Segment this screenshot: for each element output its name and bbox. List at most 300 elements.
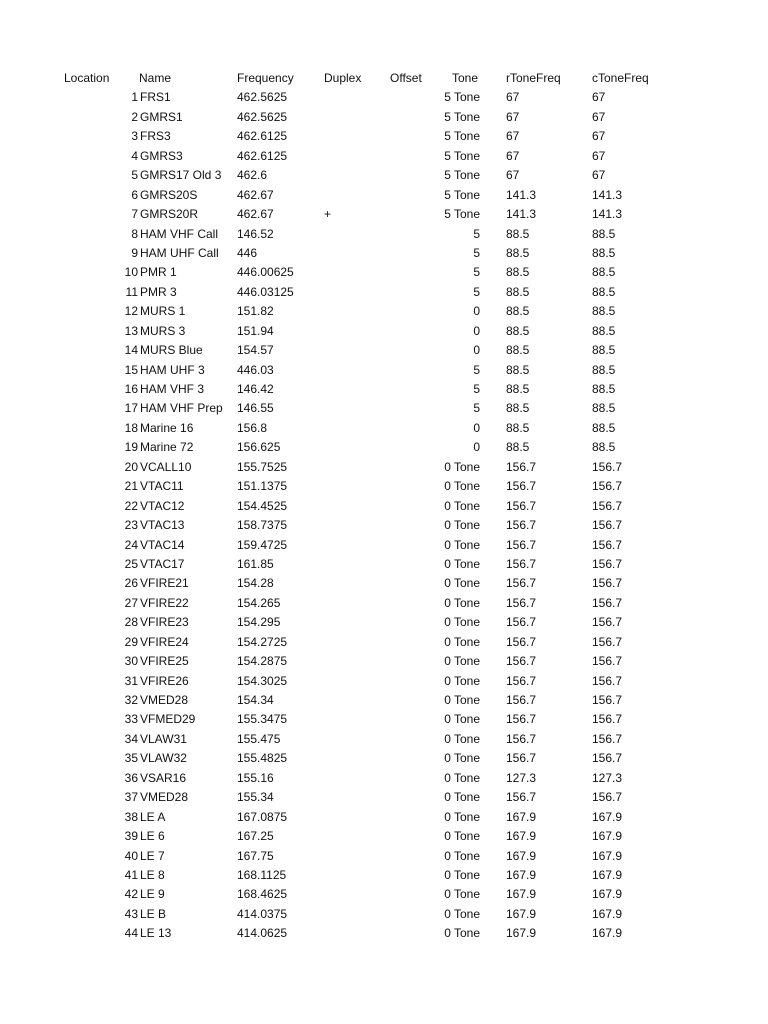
ctonefreq-cell: 67 — [592, 168, 606, 183]
tone-cell: 0 Tone — [444, 673, 480, 688]
ctonefreq-cell: 88.5 — [592, 284, 616, 299]
tone-cell: 0 Tone — [444, 595, 480, 610]
location-cell: 11 — [125, 284, 138, 299]
tone-cell: 0 Tone — [444, 731, 480, 746]
ctonefreq-cell: 156.7 — [592, 518, 623, 533]
tone-cell: 0 Tone — [444, 848, 480, 863]
rtonefreq-cell: 156.7 — [506, 556, 537, 571]
tone-cell: 5 — [473, 284, 480, 299]
tone-cell: 0 — [473, 440, 480, 455]
rtonefreq-cell: 156.7 — [506, 790, 537, 805]
table-row — [0, 283, 768, 302]
table-row — [0, 924, 768, 943]
frequency-cell: 161.85 — [237, 556, 274, 571]
frequency-cell: 462.6125 — [237, 148, 288, 163]
ctonefreq-cell: 156.7 — [592, 751, 623, 766]
frequency-cell: 155.16 — [237, 770, 274, 785]
table-row — [0, 905, 768, 924]
tone-cell: 0 Tone — [444, 867, 480, 882]
rtonefreq-cell: 88.5 — [506, 382, 530, 396]
tone-cell: 0 Tone — [444, 556, 480, 571]
name-cell: VFIRE22 — [140, 595, 189, 610]
location-cell: 5 — [131, 168, 138, 183]
frequency-cell: 446.00625 — [237, 265, 294, 280]
name-cell: LE 9 — [140, 887, 165, 902]
tone-cell: 0 Tone — [444, 498, 480, 513]
location-cell: 15 — [124, 362, 138, 377]
rtonefreq-cell: 67 — [506, 109, 520, 124]
header-ctonefreq: cToneFreq — [592, 71, 649, 85]
ctonefreq-cell: 167.9 — [592, 926, 623, 941]
table-row — [0, 244, 768, 263]
table-body — [0, 88, 768, 943]
rtonefreq-cell: 88.5 — [506, 343, 530, 358]
tone-cell: 0 Tone — [444, 712, 480, 727]
header-tone: Tone — [452, 71, 479, 85]
rtonefreq-cell: 156.7 — [506, 537, 537, 552]
tone-cell: 0 — [473, 420, 480, 435]
rtonefreq-cell: 141.3 — [506, 207, 537, 222]
ctonefreq-cell: 127.3 — [592, 770, 623, 785]
ctonefreq-cell: 88.5 — [592, 420, 616, 435]
table-row — [0, 769, 768, 788]
table-row — [0, 574, 768, 593]
table-row — [0, 808, 768, 827]
tone-cell: 5 — [473, 245, 480, 260]
table-row — [0, 672, 768, 691]
name-cell: LE A — [140, 809, 166, 824]
name-cell: MURS Blue — [140, 343, 203, 358]
location-cell: 37 — [124, 790, 138, 805]
location-cell: 16 — [124, 382, 138, 396]
rtonefreq-cell: 141.3 — [506, 187, 537, 202]
rtonefreq-cell: 156.7 — [506, 654, 537, 669]
name-cell: VFIRE26 — [140, 673, 189, 688]
location-cell: 40 — [124, 848, 138, 863]
ctonefreq-cell: 67 — [592, 148, 606, 163]
ctonefreq-cell: 88.5 — [592, 226, 616, 241]
table-row — [0, 710, 768, 729]
tone-cell: 0 Tone — [444, 576, 480, 591]
ctonefreq-cell: 67 — [592, 109, 606, 124]
rtonefreq-cell: 156.7 — [506, 615, 537, 630]
ctonefreq-cell: 167.9 — [592, 906, 623, 921]
location-cell: 32 — [124, 693, 138, 707]
rtonefreq-cell: 88.5 — [506, 362, 530, 377]
name-cell: VLAW31 — [140, 731, 187, 746]
ctonefreq-cell: 167.9 — [592, 809, 623, 824]
table-row — [0, 341, 768, 360]
table-row — [0, 691, 768, 710]
tone-cell: 0 Tone — [444, 634, 480, 649]
tone-cell: 5 Tone — [444, 148, 480, 163]
location-cell: 30 — [124, 654, 138, 669]
frequency-cell: 462.67 — [237, 187, 274, 202]
table-row — [0, 419, 768, 438]
table-row — [0, 633, 768, 652]
ctonefreq-cell: 156.7 — [592, 673, 623, 688]
frequency-cell: 446.03 — [237, 362, 274, 377]
rtonefreq-cell: 127.3 — [506, 770, 537, 785]
tone-cell: 0 Tone — [444, 479, 480, 494]
name-cell: GMRS20S — [140, 187, 198, 202]
ctonefreq-cell: 156.7 — [592, 790, 623, 805]
location-cell: 41 — [124, 867, 138, 882]
frequency-cell: 146.42 — [237, 382, 274, 396]
table-row — [0, 749, 768, 768]
name-cell: MURS 1 — [140, 304, 186, 319]
table-row — [0, 730, 768, 749]
tone-cell: 0 Tone — [444, 693, 480, 707]
name-cell: Marine 72 — [140, 440, 194, 455]
name-cell: VTAC14 — [140, 537, 185, 552]
table-row — [0, 166, 768, 185]
name-cell: HAM UHF 3 — [140, 362, 205, 377]
tone-cell: 0 Tone — [444, 906, 480, 921]
rtonefreq-cell: 156.7 — [506, 634, 537, 649]
name-cell: VLAW32 — [140, 751, 187, 766]
rtonefreq-cell: 167.9 — [506, 809, 537, 824]
name-cell: VFMED29 — [140, 712, 196, 727]
location-cell: 19 — [124, 440, 138, 455]
name-cell: LE 13 — [140, 926, 172, 941]
rtonefreq-cell: 156.7 — [506, 673, 537, 688]
table-row — [0, 788, 768, 807]
rtonefreq-cell: 67 — [506, 129, 520, 144]
name-cell: FRS3 — [140, 129, 171, 144]
ctonefreq-cell: 156.7 — [592, 537, 623, 552]
rtonefreq-cell: 88.5 — [506, 245, 530, 260]
header-location: Location — [64, 71, 110, 85]
location-cell: 12 — [124, 304, 138, 319]
rtonefreq-cell: 156.7 — [506, 712, 537, 727]
name-cell: LE 8 — [140, 867, 165, 882]
frequency-cell: 154.2875 — [237, 654, 288, 669]
name-cell: HAM UHF Call — [140, 245, 219, 260]
name-cell: VCALL10 — [140, 459, 192, 474]
location-cell: 3 — [131, 129, 138, 144]
ctonefreq-cell: 88.5 — [592, 440, 616, 455]
name-cell: VFIRE24 — [140, 634, 189, 649]
ctonefreq-cell: 141.3 — [592, 207, 623, 222]
table-row — [0, 380, 768, 399]
tone-cell: 0 — [473, 323, 480, 338]
location-cell: 27 — [124, 595, 138, 610]
frequency-cell: 154.265 — [237, 595, 281, 610]
header-frequency: Frequency — [237, 71, 294, 85]
ctonefreq-cell: 156.7 — [592, 634, 623, 649]
location-cell: 17 — [124, 401, 138, 416]
frequency-cell: 154.295 — [237, 615, 281, 630]
frequency-cell: 446.03125 — [237, 284, 294, 299]
tone-cell: 0 Tone — [444, 751, 480, 766]
frequency-cell: 151.82 — [237, 304, 274, 319]
tone-cell: 0 Tone — [444, 459, 480, 474]
location-cell: 1 — [131, 90, 138, 105]
table-row — [0, 866, 768, 885]
tone-cell: 0 Tone — [444, 770, 480, 785]
frequency-cell: 159.4725 — [237, 537, 288, 552]
tone-cell: 5 Tone — [444, 187, 480, 202]
rtonefreq-cell: 88.5 — [506, 226, 530, 241]
name-cell: VTAC11 — [140, 479, 184, 494]
rtonefreq-cell: 88.5 — [506, 304, 530, 319]
rtonefreq-cell: 88.5 — [506, 284, 530, 299]
tone-cell: 5 Tone — [444, 207, 480, 222]
tone-cell: 0 — [473, 343, 480, 358]
rtonefreq-cell: 156.7 — [506, 751, 537, 766]
tone-cell: 0 Tone — [444, 809, 480, 824]
ctonefreq-cell: 156.7 — [592, 556, 623, 571]
name-cell: GMRS1 — [140, 109, 183, 124]
location-cell: 39 — [124, 829, 138, 844]
name-cell: LE B — [140, 906, 167, 921]
frequency-cell: 151.1375 — [237, 479, 288, 494]
rtonefreq-cell: 167.9 — [506, 867, 537, 882]
table-row — [0, 652, 768, 671]
rtonefreq-cell: 167.9 — [506, 906, 537, 921]
frequency-cell: 155.7525 — [237, 459, 288, 474]
frequency-cell: 167.75 — [237, 848, 274, 863]
table-row — [0, 225, 768, 244]
name-cell: VFIRE25 — [140, 654, 189, 669]
location-cell: 33 — [124, 712, 138, 727]
rtonefreq-cell: 67 — [506, 168, 520, 183]
tone-cell: 5 — [473, 382, 480, 396]
ctonefreq-cell: 88.5 — [592, 265, 616, 280]
name-cell: VTAC17 — [140, 556, 185, 571]
rtonefreq-cell: 156.7 — [506, 459, 537, 474]
location-cell: 4 — [131, 148, 138, 163]
name-cell: LE 6 — [140, 829, 165, 844]
frequency-cell: 462.6125 — [237, 129, 288, 144]
table-row — [0, 127, 768, 146]
table-row — [0, 186, 768, 205]
tone-cell: 0 Tone — [444, 615, 480, 630]
rtonefreq-cell: 167.9 — [506, 848, 537, 863]
frequency-cell: 146.55 — [237, 401, 274, 416]
location-cell: 8 — [131, 226, 138, 241]
frequency-cell: 154.28 — [237, 576, 274, 591]
location-cell: 2 — [131, 109, 138, 124]
ctonefreq-cell: 88.5 — [592, 362, 616, 377]
location-cell: 26 — [124, 576, 138, 591]
tone-cell: 5 — [473, 362, 480, 377]
table-row — [0, 555, 768, 574]
name-cell: VTAC13 — [140, 518, 185, 533]
frequency-cell: 446 — [237, 245, 258, 260]
channel-table — [0, 69, 768, 944]
frequency-cell: 156.8 — [237, 420, 268, 435]
rtonefreq-cell: 88.5 — [506, 401, 530, 416]
name-cell: LE 7 — [140, 848, 165, 863]
name-cell: HAM VHF 3 — [140, 382, 205, 396]
name-cell: HAM VHF Prep — [140, 401, 223, 416]
frequency-cell: 462.5625 — [237, 90, 288, 105]
rtonefreq-cell: 156.7 — [506, 576, 537, 591]
header-offset: Offset — [390, 71, 422, 85]
location-cell: 31 — [124, 673, 138, 688]
ctonefreq-cell: 156.7 — [592, 731, 623, 746]
tone-cell: 0 Tone — [444, 790, 480, 805]
frequency-cell: 462.6 — [237, 168, 268, 183]
location-cell: 25 — [124, 556, 138, 571]
rtonefreq-cell: 88.5 — [506, 420, 530, 435]
table-row — [0, 613, 768, 632]
frequency-cell: 155.34 — [237, 790, 274, 805]
location-cell: 7 — [131, 207, 138, 222]
ctonefreq-cell: 88.5 — [592, 343, 616, 358]
rtonefreq-cell: 167.9 — [506, 926, 537, 941]
tone-cell: 0 Tone — [444, 654, 480, 669]
table-row — [0, 88, 768, 107]
table-row — [0, 458, 768, 477]
name-cell: GMRS20R — [140, 207, 199, 222]
frequency-cell: 462.5625 — [237, 109, 288, 124]
table-row — [0, 399, 768, 418]
tone-cell: 5 Tone — [444, 90, 480, 105]
location-cell: 44 — [124, 926, 138, 941]
name-cell: VMED28 — [140, 693, 189, 707]
location-cell: 43 — [124, 906, 138, 921]
rtonefreq-cell: 67 — [506, 148, 520, 163]
location-cell: 13 — [124, 323, 138, 338]
frequency-cell: 167.0875 — [237, 809, 288, 824]
frequency-cell: 462.67 — [237, 207, 274, 222]
frequency-cell: 155.475 — [237, 731, 281, 746]
frequency-cell: 155.4825 — [237, 751, 288, 766]
tone-cell: 0 Tone — [444, 829, 480, 844]
ctonefreq-cell: 67 — [592, 90, 606, 105]
rtonefreq-cell: 167.9 — [506, 887, 537, 902]
location-cell: 20 — [124, 459, 138, 474]
frequency-cell: 168.4625 — [237, 887, 288, 902]
name-cell: FRS1 — [140, 90, 171, 105]
table-row — [0, 361, 768, 380]
frequency-cell: 154.34 — [237, 693, 274, 707]
name-cell: VSAR16 — [140, 770, 187, 785]
location-cell: 38 — [124, 809, 138, 824]
location-cell: 14 — [124, 343, 138, 358]
tone-cell: 5 — [473, 226, 480, 241]
table-row — [0, 827, 768, 846]
name-cell: VFIRE21 — [140, 576, 189, 591]
frequency-cell: 151.94 — [237, 323, 274, 338]
name-cell: GMRS3 — [140, 148, 183, 163]
ctonefreq-cell: 156.7 — [592, 654, 623, 669]
rtonefreq-cell: 156.7 — [506, 518, 537, 533]
location-cell: 34 — [124, 731, 138, 746]
location-cell: 18 — [124, 420, 138, 435]
location-cell: 28 — [124, 615, 138, 630]
tone-cell: 0 Tone — [444, 518, 480, 533]
name-cell: GMRS17 Old 3 — [140, 168, 222, 183]
ctonefreq-cell: 156.7 — [592, 615, 623, 630]
table-row — [0, 885, 768, 904]
ctonefreq-cell: 88.5 — [592, 245, 616, 260]
rtonefreq-cell: 167.9 — [506, 829, 537, 844]
table-row — [0, 497, 768, 516]
ctonefreq-cell: 156.7 — [592, 712, 623, 727]
header-duplex: Duplex — [324, 71, 362, 85]
ctonefreq-cell: 167.9 — [592, 829, 623, 844]
table-row — [0, 147, 768, 166]
ctonefreq-cell: 156.7 — [592, 479, 623, 494]
tone-cell: 5 Tone — [444, 129, 480, 144]
table-header-row — [0, 69, 768, 88]
rtonefreq-cell: 88.5 — [506, 265, 530, 280]
name-cell: HAM VHF Call — [140, 226, 219, 241]
header-name: Name — [139, 71, 172, 85]
table-row — [0, 205, 768, 224]
location-cell: 35 — [124, 751, 138, 766]
name-cell: PMR 3 — [140, 284, 177, 299]
location-cell: 42 — [124, 887, 138, 902]
tone-cell: 0 Tone — [444, 887, 480, 902]
rtonefreq-cell: 156.7 — [506, 595, 537, 610]
name-cell: VMED28 — [140, 790, 189, 805]
location-cell: 22 — [124, 498, 138, 513]
table-row — [0, 594, 768, 613]
tone-cell: 0 — [473, 304, 480, 319]
ctonefreq-cell: 156.7 — [592, 576, 623, 591]
tone-cell: 5 Tone — [444, 109, 480, 124]
name-cell: VTAC12 — [140, 498, 185, 513]
table-row — [0, 516, 768, 535]
rtonefreq-cell: 156.7 — [506, 479, 537, 494]
location-cell: 36 — [124, 770, 138, 785]
rtonefreq-cell: 88.5 — [506, 440, 530, 455]
location-cell: 24 — [124, 537, 138, 552]
ctonefreq-cell: 167.9 — [592, 867, 623, 882]
frequency-cell: 154.3025 — [237, 673, 288, 688]
table-row — [0, 302, 768, 321]
location-cell: 10 — [124, 265, 138, 280]
duplex-cell: + — [324, 207, 332, 222]
table-row — [0, 322, 768, 341]
ctonefreq-cell: 88.5 — [592, 304, 616, 319]
frequency-cell: 414.0625 — [237, 926, 288, 941]
table-row — [0, 108, 768, 127]
frequency-cell: 414.0375 — [237, 906, 288, 921]
tone-cell: 5 — [473, 265, 480, 280]
name-cell: MURS 3 — [140, 323, 186, 338]
name-cell: VFIRE23 — [140, 615, 189, 630]
rtonefreq-cell: 156.7 — [506, 693, 537, 707]
frequency-cell: 146.52 — [237, 226, 274, 241]
location-cell: 23 — [124, 518, 138, 533]
ctonefreq-cell: 156.7 — [592, 498, 623, 513]
location-cell: 9 — [131, 245, 138, 260]
rtonefreq-cell: 67 — [506, 90, 520, 105]
header-rtonefreq: rToneFreq — [506, 71, 561, 85]
frequency-cell: 155.3475 — [237, 712, 288, 727]
ctonefreq-cell: 88.5 — [592, 323, 616, 338]
tone-cell: 0 Tone — [444, 926, 480, 941]
table-row — [0, 536, 768, 555]
table-row — [0, 847, 768, 866]
name-cell: PMR 1 — [140, 265, 177, 280]
frequency-cell: 158.7375 — [237, 518, 288, 533]
frequency-cell: 167.25 — [237, 829, 274, 844]
ctonefreq-cell: 156.7 — [592, 693, 623, 707]
frequency-cell: 154.4525 — [237, 498, 288, 513]
ctonefreq-cell: 67 — [592, 129, 606, 144]
ctonefreq-cell: 156.7 — [592, 459, 623, 474]
rtonefreq-cell: 156.7 — [506, 731, 537, 746]
tone-cell: 5 — [473, 401, 480, 416]
table-row — [0, 438, 768, 457]
